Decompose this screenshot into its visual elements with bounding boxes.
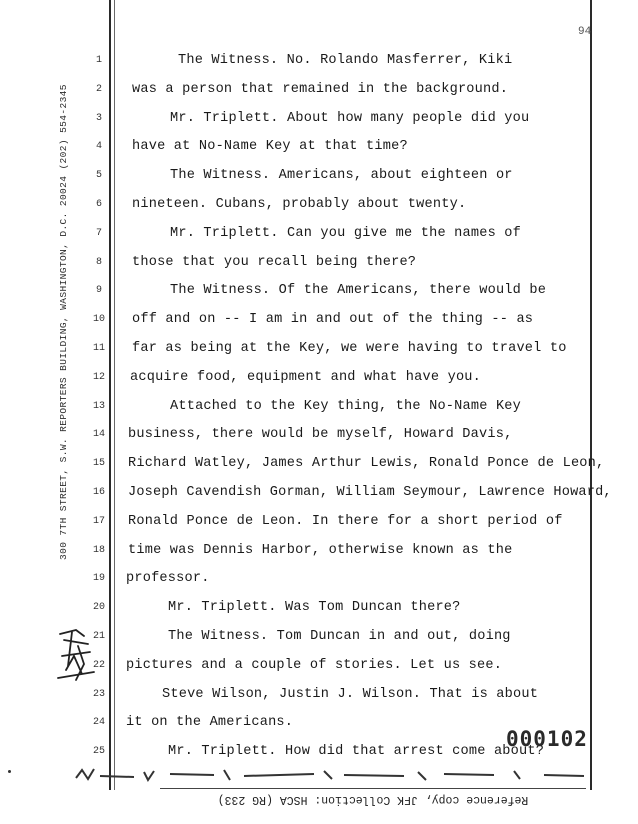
side-margin-text: 300 7TH STREET, S.W. REPORTERS BUILDING, WASHINGTON, D.C. 20024 (202) 554-2345 (58, 84, 69, 560)
transcript-line: Steve Wilson, Justin J. Wilson. That is about (162, 686, 539, 702)
transcript-line: business, there would be myself, Howard Davis, (128, 427, 513, 443)
line-number: 23 (92, 688, 105, 700)
line-number: 14 (92, 429, 105, 441)
line-number: 2 (95, 83, 102, 95)
transcript-line: those that you recall being there? (132, 254, 417, 270)
left-margin-rule-inner (114, 0, 115, 790)
transcript-line: The Witness. Tom Duncan in and out, doing (168, 629, 511, 644)
transcript-line: The Witness. No. Rolando Masferrer, Kiki (178, 53, 513, 68)
line-number: 3 (95, 112, 102, 124)
left-margin-rule (109, 0, 111, 790)
line-number: 16 (92, 487, 105, 498)
transcript-line: nineteen. Cubans, probably about twenty. (132, 197, 467, 212)
line-number: 13 (92, 400, 105, 412)
right-margin-rule (590, 0, 592, 790)
line-number: 20 (92, 602, 105, 614)
transcript-line: Mr. Triplett. About how many people did you (170, 110, 530, 126)
line-number: 7 (95, 227, 102, 239)
line-number: 10 (92, 314, 105, 326)
transcript-line: have at No-Name Key at that time? (132, 139, 408, 155)
transcript-line: it on the Americans. (126, 715, 294, 731)
transcript-line: Richard Watley, James Arthur Lewis, Ronald Ponce de Leon, (128, 456, 605, 472)
transcript-line: time was Dennis Harbor, otherwise known as the (128, 542, 513, 558)
line-number: 9 (95, 285, 102, 297)
transcript-line: pictures and a couple of stories. Let us see. (126, 657, 503, 673)
transcript-line: The Witness. Of the Americans, there would be (170, 283, 547, 299)
scan-speck (8, 770, 11, 773)
transcript-line: Mr. Triplett. Was Tom Duncan there? (168, 600, 461, 616)
line-number: 11 (92, 343, 105, 354)
transcript-line: The Witness. Americans, about eighteen or (170, 168, 513, 184)
line-number: 21 (92, 631, 105, 642)
line-number: 1 (95, 55, 102, 66)
transcript-line: far as being at the Key, we were having to travel to (132, 341, 567, 356)
transcript-line: professor. (126, 571, 210, 587)
line-number: 8 (95, 256, 102, 268)
transcript-line: Mr. Triplett. How did that arrest come about? (168, 744, 545, 760)
line-number: 5 (95, 170, 102, 182)
line-number: 19 (92, 573, 105, 585)
line-number: 18 (92, 544, 105, 556)
page-number: 94 (578, 26, 592, 38)
reference-copy-text: Reference copy, JFK Collection: HSCA (RG 233) (217, 793, 529, 806)
transcript-line: Attached to the Key thing, the No-Name Key (170, 398, 522, 414)
line-number: 15 (92, 458, 105, 470)
line-number: 17 (92, 515, 105, 527)
reference-copy-footer (160, 788, 586, 809)
line-number: 22 (92, 659, 105, 671)
document-id-stamp: 000102 (506, 727, 588, 751)
transcript-line: was a person that remained in the background. (132, 81, 509, 97)
transcript-line: Joseph Cavendish Gorman, William Seymour, Lawrence Howard, (128, 485, 612, 500)
line-number: 25 (92, 746, 105, 758)
transcript-line: acquire food, equipment and what have you. (130, 369, 482, 385)
line-number: 24 (92, 717, 105, 729)
transcript-line: Mr. Triplett. Can you give me the names of (170, 225, 522, 241)
line-number: 6 (95, 199, 102, 210)
line-number: 12 (92, 371, 105, 383)
scan-artifact-strip (74, 766, 594, 782)
transcript-line: off and on -- I am in and out of the thing -- as (132, 312, 534, 328)
transcript-line: Ronald Ponce de Leon. In there for a short period of (128, 513, 563, 529)
line-number: 4 (95, 141, 102, 153)
